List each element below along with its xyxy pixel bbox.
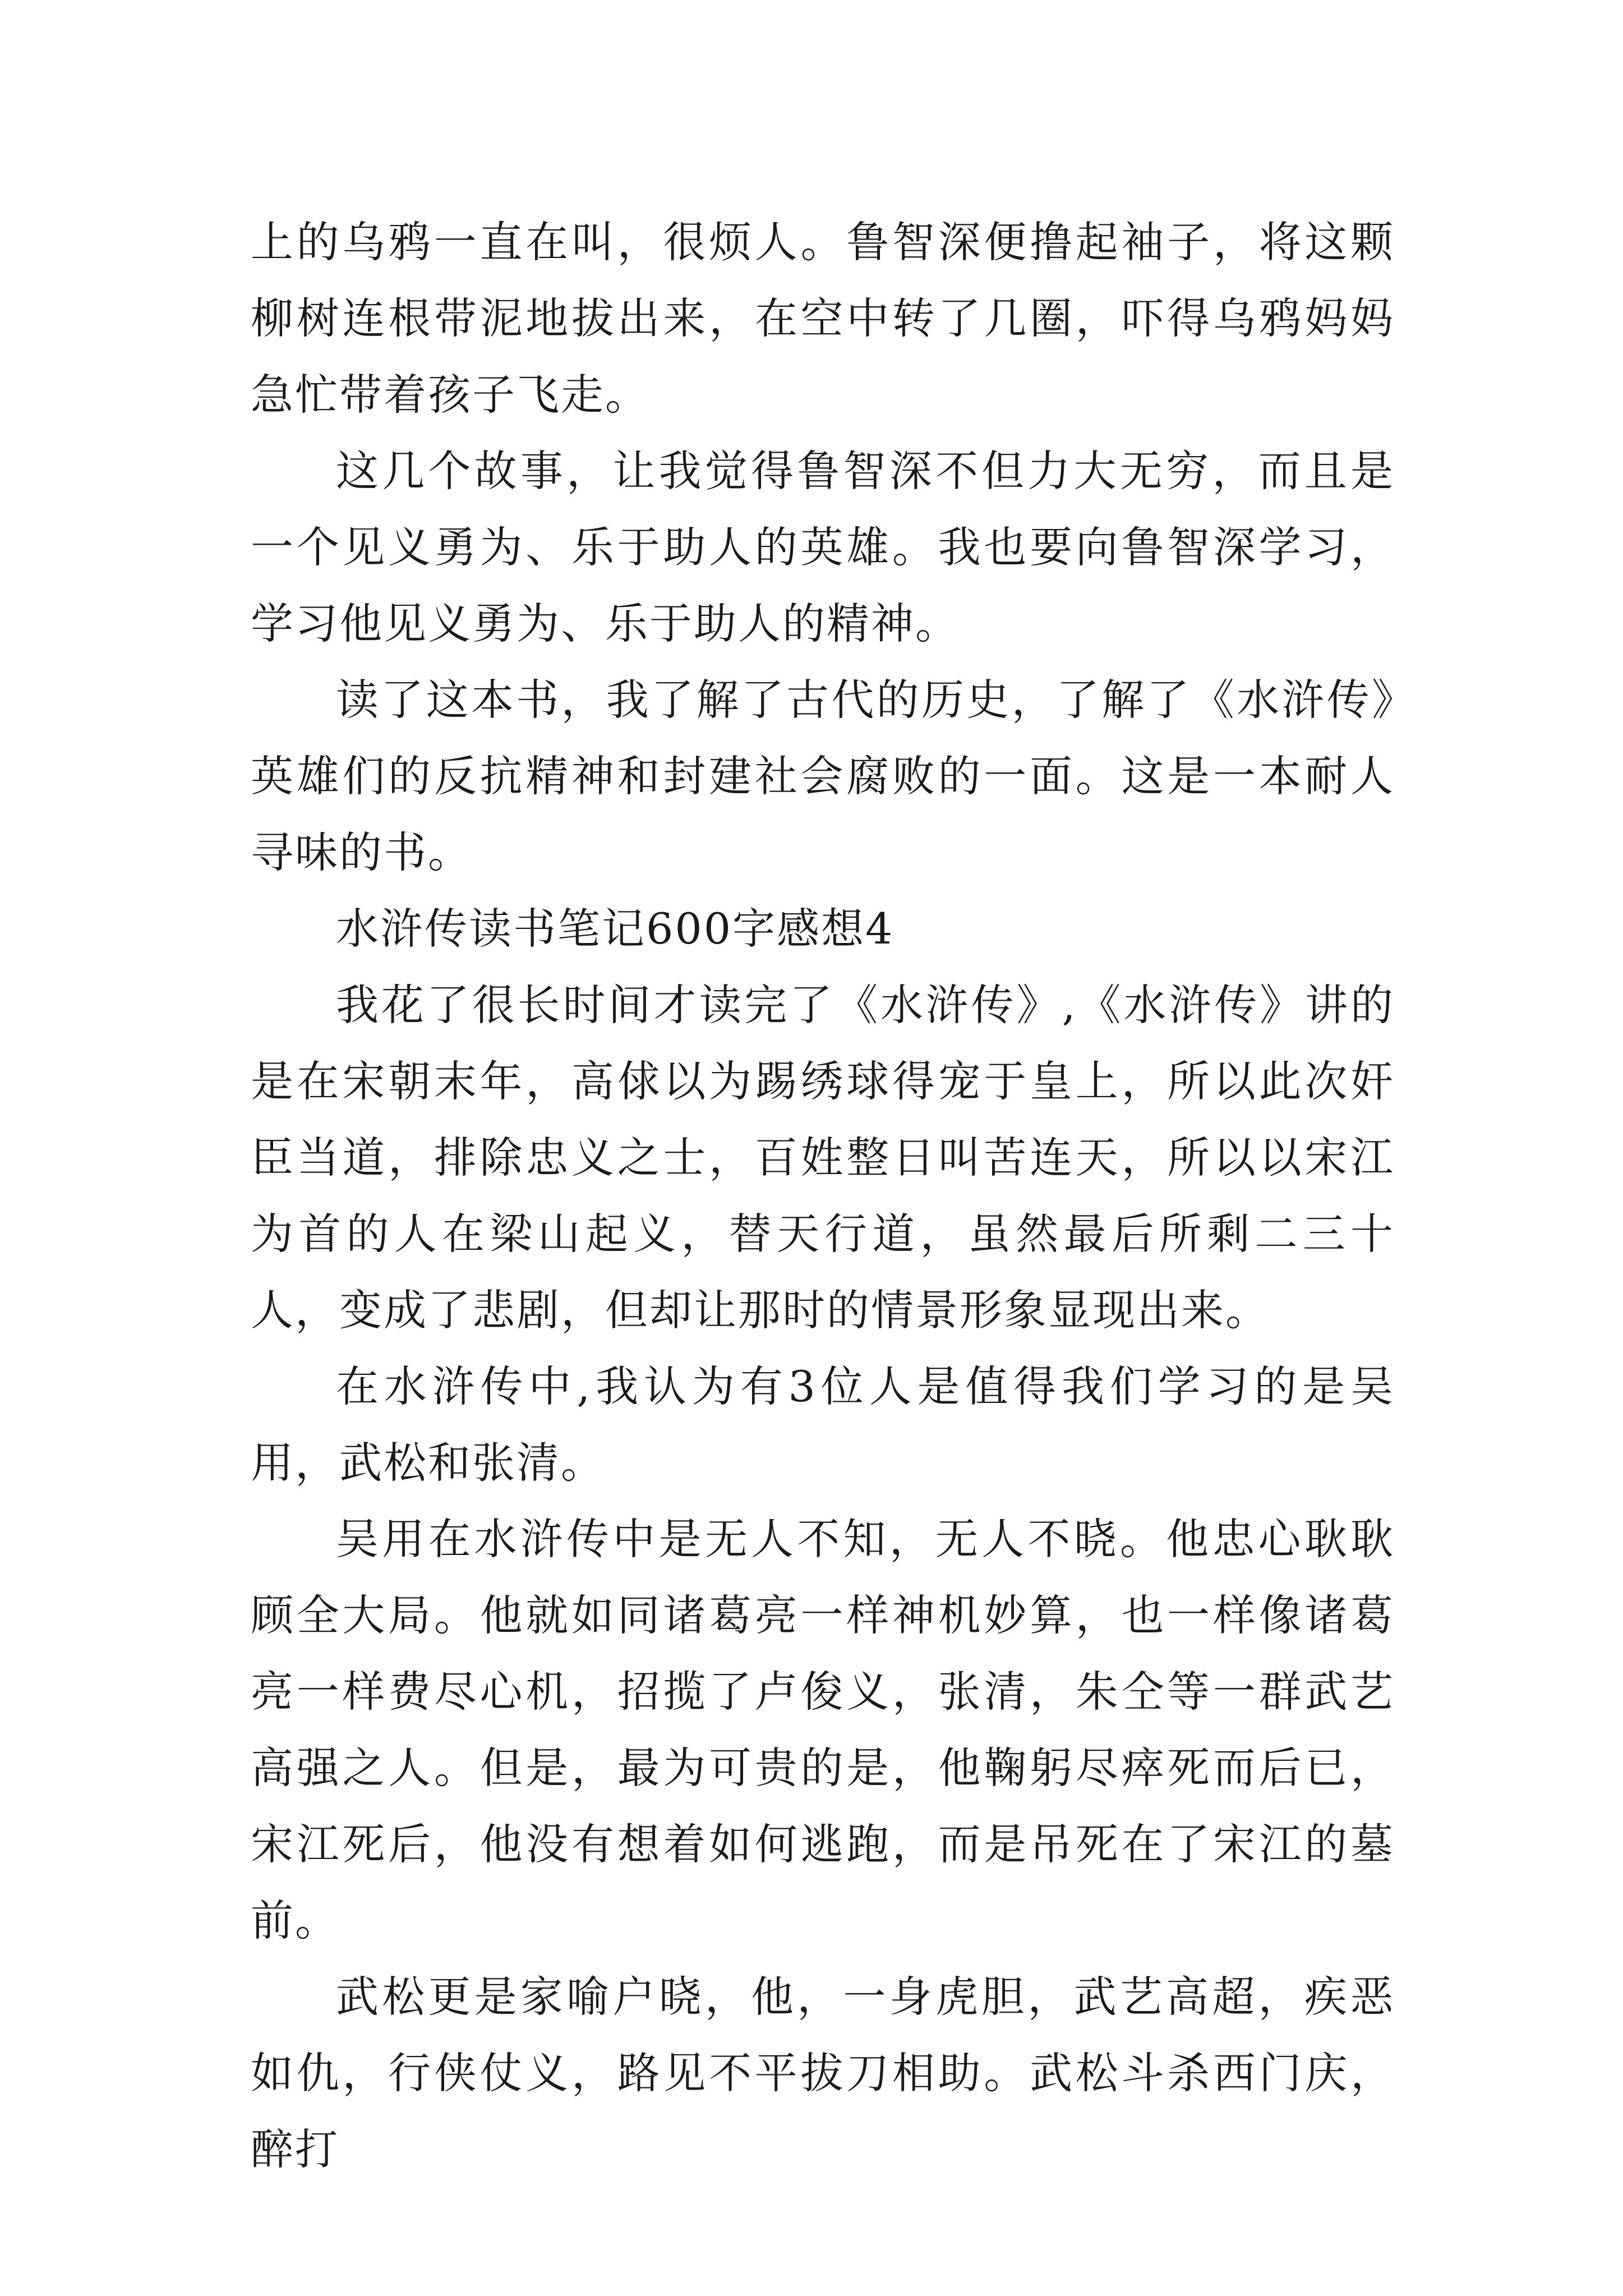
paragraph: 读了这本书，我了解了古代的历史，了解了《水浒传》英雄们的反抗精神和封建社会腐败的一面。这是一本耐人寻味的书。 xyxy=(251,675,1395,877)
paragraph: 我花了很长时间才读完了《水浒传》,《水浒传》讲的是在宋朝末年，高俅以为踢绣球得宠于皇上，所以此次奸臣当道，排除忠义之士，百姓整日叫苦连天，所以以宋江为首的人在梁山起义，替天行道，虽然最后所剩二三十人，变成了悲剧，但却让那时的情景形象显现出来。 xyxy=(251,980,1395,1335)
paragraph: 武松更是家喻户晓，他，一身虎胆，武艺高超，疾恶如仇，行侠仗义，路见不平拔刀相助。武松斗杀西门庆，醉打 xyxy=(251,1972,1395,2174)
paragraph: 吴用在水浒传中是无人不知，无人不晓。他忠心耿耿顾全大局。他就如同诸葛亮一样神机妙算，也一样像诸葛亮一样费尽心机，招揽了卢俊义，张清，朱仝等一群武艺高强之人。但是，最为可贵的是，他鞠躬尽瘁死而后已，宋江死后，他没有想着如何逃跑，而是吊死在了宋江的墓前。 xyxy=(251,1514,1395,1945)
document-body xyxy=(251,204,1395,2188)
paragraph: 这几个故事，让我觉得鲁智深不但力大无穷，而且是一个见义勇为、乐于助人的英雄。我也要向鲁智深学习，学习他见义勇为、乐于助人的精神。 xyxy=(251,446,1395,648)
paragraph: 在水浒传中,我认为有3位人是值得我们学习的是吴用，武松和张清。 xyxy=(251,1361,1395,1488)
paragraph-continued: 上的乌鸦一直在叫，很烦人。鲁智深便撸起袖子，将这颗柳树连根带泥地拔出来，在空中转了几圈，吓得乌鸦妈妈急忙带着孩子飞走。 xyxy=(251,217,1395,420)
section-heading: 水浒传读书笔记600字感想4 xyxy=(336,904,895,954)
